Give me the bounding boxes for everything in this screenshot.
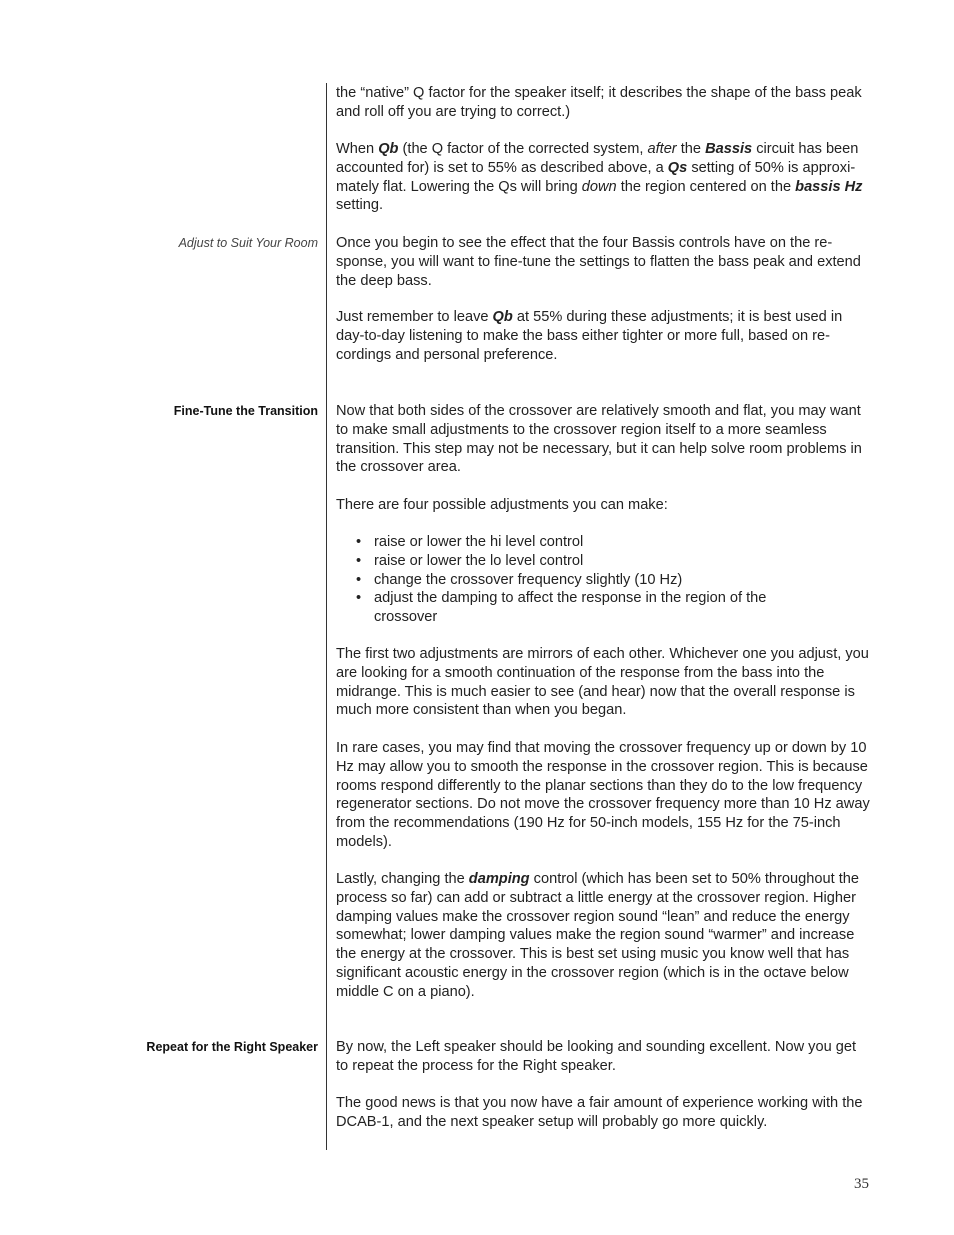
column-divider — [326, 83, 327, 1150]
list-item-text: adjust the damping to affect the response in the region of the crossover — [374, 590, 767, 626]
paragraph-four-adjustments: There are four possible adjustments you can make: — [336, 497, 668, 513]
term-bassis-hz: bassis Hz — [795, 178, 863, 195]
bullet-icon: • — [356, 590, 362, 607]
term-damping: damping — [468, 871, 530, 887]
list-item — [336, 589, 814, 627]
text-run: (the Q factor of the corrected system, — [398, 141, 648, 157]
list-item-text: raise or lower the hi level control — [374, 534, 584, 550]
paragraph-rare-cases: In rare cases, you may find that moving the crossover frequency up or down by 10 Hz may allow you to smooth the response in the crossover region. This is because rooms respond differently to the planar sections than they do to the low frequency regenerator sections. Do not move the crossover frequency more than 10 Hz away from the recommendations (190 Hz for 50-inch models, 155 Hz for the 75-inch models). — [336, 740, 870, 850]
paragraph-native-q: the “native” Q factor for the speaker itself; it describes the shape of the bass peak and roll off you are trying to correct.) — [336, 85, 862, 120]
bullet-icon: • — [356, 552, 362, 569]
bullet-icon: • — [356, 571, 362, 588]
paragraph-qb-qs — [336, 140, 872, 215]
list-item-text: change the crossover frequency slightly (10 Hz) — [374, 571, 683, 588]
text-run: the region centered on the — [616, 178, 796, 195]
side-heading-adjust-room: Adjust to Suit Your Room — [178, 236, 318, 250]
text-run: at 55% during these adjustments; it is best used in day-to-day listening to make the bass either tighter or more full, based on recordings and personal preference. — [336, 309, 843, 363]
side-heading-repeat-right: Repeat for the Right Speaker — [146, 1040, 318, 1054]
list-item — [336, 533, 814, 552]
bullet-icon: • — [356, 534, 362, 550]
term-down: down — [581, 178, 617, 195]
term-bassis: Bassis — [705, 141, 753, 157]
paragraph-left-speaker-done: By now, the Left speaker should be looking and sounding excellent. Now you get to repeat the process for the Right speaker. — [336, 1039, 857, 1074]
text-run: Lastly, changing the — [336, 871, 469, 887]
side-heading-fine-tune: Fine-Tune the Transition — [173, 404, 318, 418]
paragraph-adjust-room: Once you begin to see the effect that the four Bassis controls have on the response, you will want to fine-tune the settings to flatten the bass peak and extend the deep bass. — [336, 235, 861, 289]
text-run: circuit has been accounted for) is set to 55% as described above, a — [336, 141, 859, 176]
text-run: Just remember to leave — [336, 309, 493, 325]
paragraph-good-news: The good news is that you now have a fair amount of experience working with the DCAB-1, and the next speaker setup will probably go more quickly. — [336, 1095, 863, 1130]
term-qb: Qb — [378, 141, 399, 157]
text-run: control (which has been set to 50% throughout the process so far) can add or subtract a little energy at the crossover region. Higher damping values make the crossover region sound “lean” and reduce the energy somewhat; lower damping values make the region sound “warmer” and increase the energy at the crossover. This is best set using music you know well that has significant acoustic energy in the crossover region (which is in the octave below middle C on a piano). — [336, 871, 859, 1000]
paragraph-damping — [336, 870, 872, 1002]
paragraph-fine-tune: Now that both sides of the crossover are relatively smooth and flat, you may want to make small adjustments to the crossover region itself to a more seamless transition. This step may not be necessary, but it can help solve room problems in the crossover area. — [336, 403, 862, 476]
list-item-text: raise or lower the lo level control — [374, 552, 584, 569]
paragraph-mirrors: The first two adjustments are mirrors of each other. Whichever one you adjust, you are looking for a smooth continuation of the response from the bass into the midrange. This is much easier to see (and hear) now that the overall response is much more consistent than when you began. — [336, 646, 869, 719]
paragraph-leave-qb — [336, 308, 872, 364]
text-run: setting of 50% is approximately flat. Lowering the Qs will bring — [336, 159, 856, 195]
adjustment-list — [336, 533, 872, 627]
list-item — [336, 571, 814, 590]
term-qs: Qs — [667, 159, 688, 176]
text-run: setting. — [336, 197, 384, 214]
list-item — [336, 552, 814, 571]
text-run: the — [676, 141, 706, 157]
term-qb: Qb — [492, 309, 513, 325]
text-run: When — [336, 141, 379, 157]
term-after: after — [647, 141, 677, 157]
page-number: 35 — [854, 1176, 869, 1192]
